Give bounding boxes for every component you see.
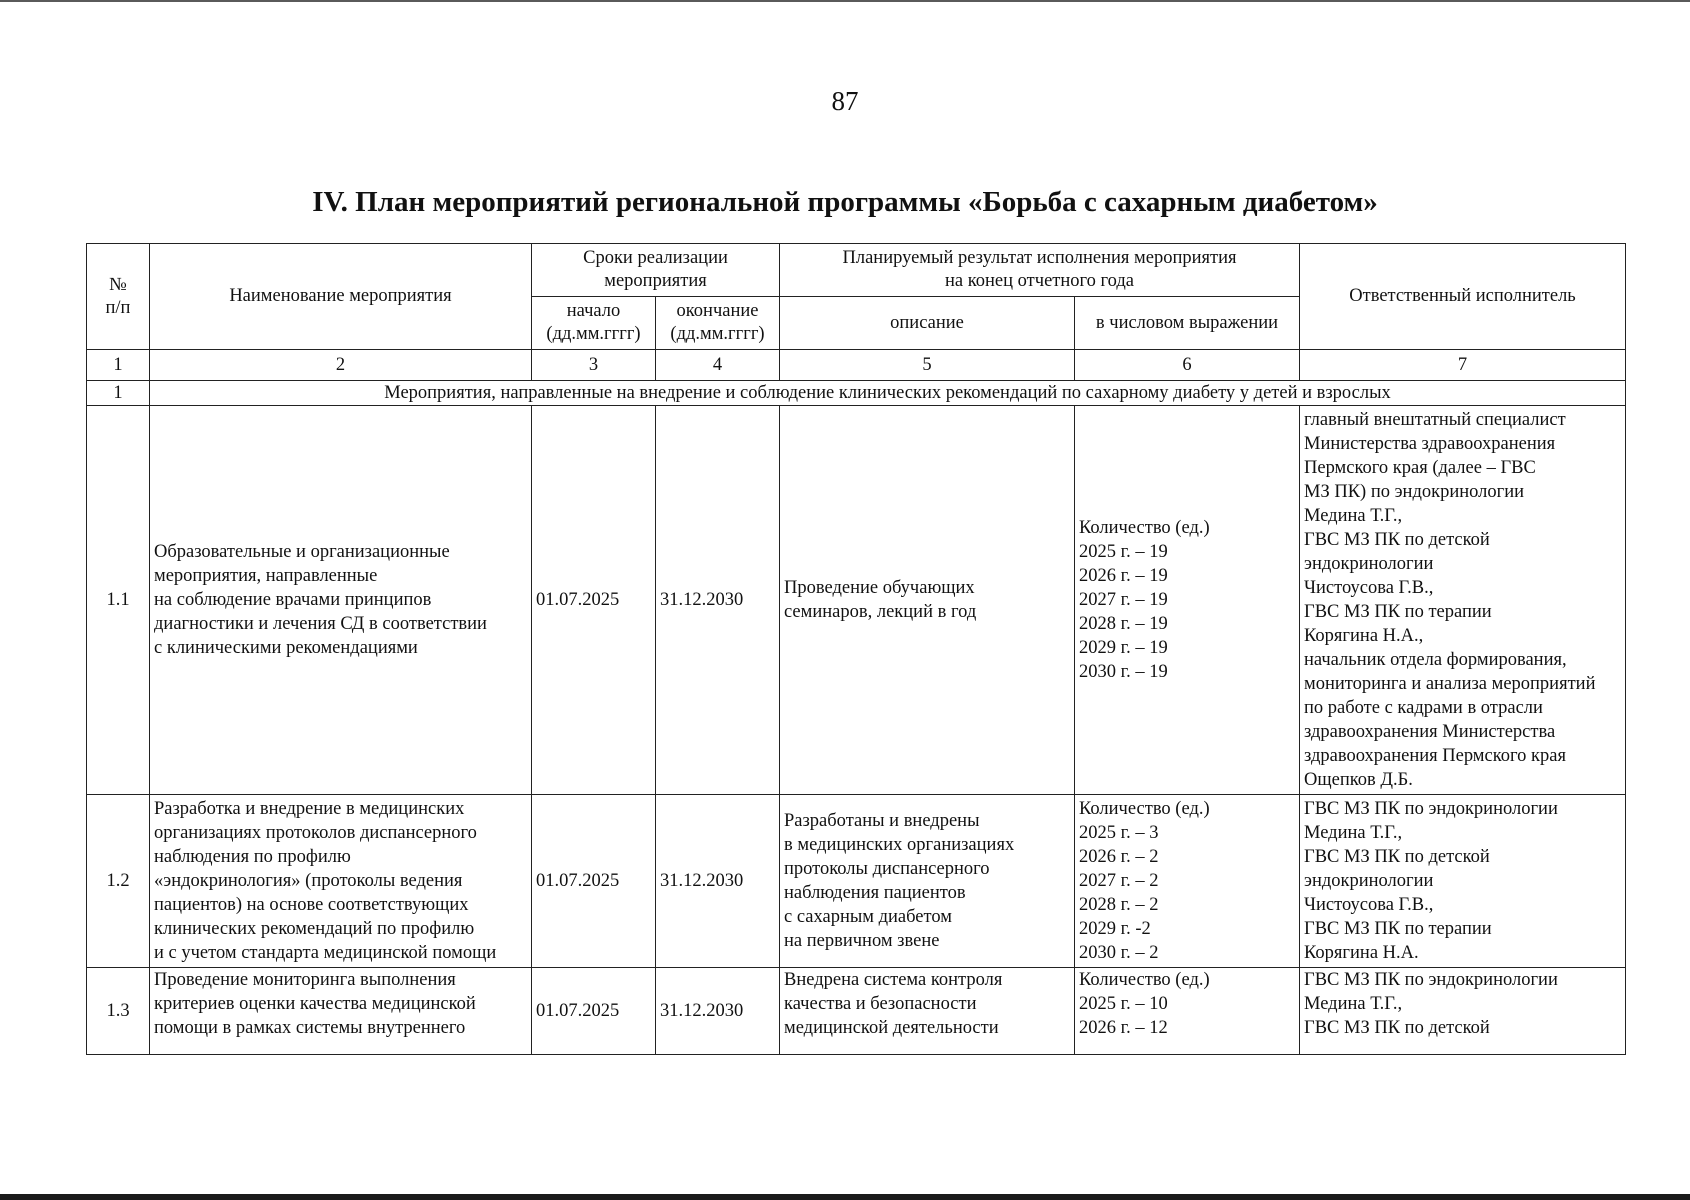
- name-line: на соблюдение врачами принципов: [154, 590, 432, 610]
- section-num: 1: [87, 381, 150, 406]
- document-title: IV. План мероприятий региональной программы «Борьба с сахарным диабетом»: [312, 186, 1378, 218]
- responsible-line: здравоохранения Министерства: [1304, 722, 1556, 742]
- name-line: Образовательные и организационные: [154, 542, 450, 562]
- column-number: 6: [1075, 350, 1300, 381]
- name-line: мероприятия, направленные: [154, 566, 378, 586]
- name-line: клинических рекомендаций по профилю: [154, 919, 475, 939]
- row-name: [150, 968, 532, 1055]
- section-title: Мероприятия, направленные на внедрение и соблюдение клинических рекомендаций по сахарному диабету у детей и взрослых: [150, 381, 1626, 406]
- numeric-line: Количество (ед.): [1079, 799, 1210, 819]
- responsible-line: главный внештатный специалист: [1304, 410, 1566, 430]
- responsible-line: Корягина Н.А.,: [1304, 626, 1424, 646]
- responsible-line: по работе с кадрами в отрасли: [1304, 698, 1543, 718]
- description-line: с сахарным диабетом: [784, 907, 952, 927]
- header-end-line1: окончание: [676, 301, 759, 321]
- row-start-date: 01.07.2025: [532, 406, 656, 795]
- table-row: [87, 968, 1626, 1055]
- table-row: [87, 795, 1626, 968]
- numeric-line: 2029 г. -2: [1079, 919, 1151, 939]
- name-line: пациентов) на основе соответствующих: [154, 895, 469, 915]
- header-end-line2: (дд.мм.гггг): [670, 324, 765, 344]
- header-result-line1: Планируемый результат исполнения мероприятия: [842, 248, 1237, 268]
- name-line: Разработка и внедрение в медицинских: [154, 799, 465, 819]
- column-number: 2: [150, 350, 532, 381]
- row-description: [780, 406, 1075, 795]
- description-line: в медицинских организациях: [784, 835, 1015, 855]
- numeric-line: 2030 г. – 19: [1079, 662, 1168, 682]
- table-row: [87, 406, 1626, 795]
- action-plan-table: [86, 243, 1626, 1055]
- name-line: и с учетом стандарта медицинской помощи: [154, 943, 497, 963]
- header-terms-line1: Сроки реализации: [583, 248, 728, 268]
- column-number: 7: [1300, 350, 1626, 381]
- responsible-line: Корягина Н.А.: [1304, 943, 1419, 963]
- name-line: критериев оценки качества медицинской: [154, 994, 476, 1014]
- description-line: наблюдения пациентов: [784, 883, 966, 903]
- responsible-line: ГВС МЗ ПК по детской: [1304, 530, 1490, 550]
- header-end: [656, 297, 780, 350]
- responsible-line: ГВС МЗ ПК по детской: [1304, 1018, 1490, 1038]
- numeric-line: 2027 г. – 19: [1079, 590, 1168, 610]
- row-responsible: [1300, 795, 1626, 968]
- header-responsible: Ответственный исполнитель: [1300, 244, 1626, 350]
- header-numeric: в числовом выражении: [1075, 297, 1300, 350]
- description-line: качества и безопасности: [784, 994, 977, 1014]
- column-number: 3: [532, 350, 656, 381]
- header-terms-line2: мероприятия: [604, 271, 707, 291]
- column-number: 1: [87, 350, 150, 381]
- responsible-line: начальник отдела формирования,: [1304, 650, 1567, 670]
- responsible-line: ГВС МЗ ПК по детской: [1304, 847, 1490, 867]
- name-line: Проведение мониторинга выполнения: [154, 970, 456, 990]
- description-line: протоколы диспансерного: [784, 859, 990, 879]
- header-result: [780, 244, 1300, 297]
- row-description: [780, 968, 1075, 1055]
- header-start: [532, 297, 656, 350]
- header-start-line2: (дд.мм.гггг): [546, 324, 641, 344]
- header-description: описание: [780, 297, 1075, 350]
- numeric-line: 2030 г. – 2: [1079, 943, 1159, 963]
- column-number: 4: [656, 350, 780, 381]
- header-result-line2: на конец отчетного года: [945, 271, 1134, 291]
- row-num: 1.3: [87, 968, 150, 1055]
- responsible-line: ГВС МЗ ПК по эндокринологии: [1304, 799, 1558, 819]
- numeric-line: Количество (ед.): [1079, 518, 1210, 538]
- numeric-line: Количество (ед.): [1079, 970, 1210, 990]
- row-name: [150, 406, 532, 795]
- responsible-line: Ощепков Д.Б.: [1304, 770, 1413, 790]
- header-num-line2: п/п: [105, 297, 131, 318]
- responsible-line: Чистоусова Г.В.,: [1304, 578, 1434, 598]
- header-start-line1: начало: [566, 301, 621, 321]
- responsible-line: ГВС МЗ ПК по терапии: [1304, 602, 1492, 622]
- header-num-line1: №: [109, 274, 127, 295]
- numeric-line: 2025 г. – 10: [1079, 994, 1168, 1014]
- row-numeric: [1075, 406, 1300, 795]
- responsible-line: Пермского края (далее – ГВС: [1304, 458, 1536, 478]
- row-end-date: 31.12.2030: [656, 795, 780, 968]
- header-name: Наименование мероприятия: [150, 244, 532, 350]
- row-numeric: [1075, 795, 1300, 968]
- responsible-line: Министерства здравоохранения: [1304, 434, 1556, 454]
- description-line: медицинской деятельности: [784, 1018, 999, 1038]
- name-line: помощи в рамках системы внутреннего: [154, 1018, 466, 1038]
- responsible-line: мониторинга и анализа мероприятий: [1304, 674, 1596, 694]
- responsible-line: ГВС МЗ ПК по терапии: [1304, 919, 1492, 939]
- responsible-line: Медина Т.Г.,: [1304, 506, 1403, 526]
- numeric-line: 2026 г. – 19: [1079, 566, 1168, 586]
- responsible-line: Медина Т.Г.,: [1304, 994, 1403, 1014]
- page-number: 87: [831, 86, 859, 116]
- column-number: 5: [780, 350, 1075, 381]
- description-line: семинаров, лекций в год: [784, 602, 977, 622]
- scan-edge-top: [0, 0, 1690, 2]
- responsible-line: Чистоусова Г.В.,: [1304, 895, 1434, 915]
- name-line: организациях протоколов диспансерного: [154, 823, 477, 843]
- responsible-line: МЗ ПК) по эндокринологии: [1304, 482, 1525, 502]
- name-line: диагностики и лечения СД в соответствии: [154, 614, 487, 634]
- row-numeric: [1075, 968, 1300, 1055]
- numeric-line: 2029 г. – 19: [1079, 638, 1168, 658]
- row-description: [780, 795, 1075, 968]
- name-line: с клиническими рекомендациями: [154, 638, 418, 658]
- description-line: на первичном звене: [784, 931, 940, 951]
- responsible-line: здравоохранения Пермского края: [1304, 746, 1566, 766]
- numeric-line: 2025 г. – 19: [1079, 542, 1168, 562]
- row-end-date: 31.12.2030: [656, 968, 780, 1055]
- name-line: наблюдения по профилю: [154, 847, 351, 867]
- row-end-date: 31.12.2030: [656, 406, 780, 795]
- row-start-date: 01.07.2025: [532, 968, 656, 1055]
- responsible-line: эндокринологии: [1304, 871, 1434, 891]
- scan-edge-bottom: [0, 1194, 1690, 1200]
- numeric-line: 2026 г. – 2: [1079, 847, 1159, 867]
- responsible-line: Медина Т.Г.,: [1304, 823, 1403, 843]
- header-terms: [532, 244, 780, 297]
- numeric-line: 2026 г. – 12: [1079, 1018, 1168, 1038]
- row-name: [150, 795, 532, 968]
- column-number-row: [87, 350, 1626, 381]
- row-num: 1.1: [87, 406, 150, 795]
- numeric-line: 2028 г. – 19: [1079, 614, 1168, 634]
- header-num: [87, 244, 150, 350]
- numeric-line: 2027 г. – 2: [1079, 871, 1159, 891]
- numeric-line: 2028 г. – 2: [1079, 895, 1159, 915]
- responsible-line: ГВС МЗ ПК по эндокринологии: [1304, 970, 1558, 990]
- section-row: [87, 381, 1626, 406]
- description-line: Разработаны и внедрены: [784, 811, 980, 831]
- description-line: Проведение обучающих: [784, 578, 975, 598]
- row-num: 1.2: [87, 795, 150, 968]
- name-line: «эндокринология» (протоколы ведения: [154, 871, 463, 891]
- description-line: Внедрена система контроля: [784, 970, 1003, 990]
- row-start-date: 01.07.2025: [532, 795, 656, 968]
- row-responsible: [1300, 968, 1626, 1055]
- numeric-line: 2025 г. – 3: [1079, 823, 1159, 843]
- row-responsible: [1300, 406, 1626, 795]
- responsible-line: эндокринологии: [1304, 554, 1434, 574]
